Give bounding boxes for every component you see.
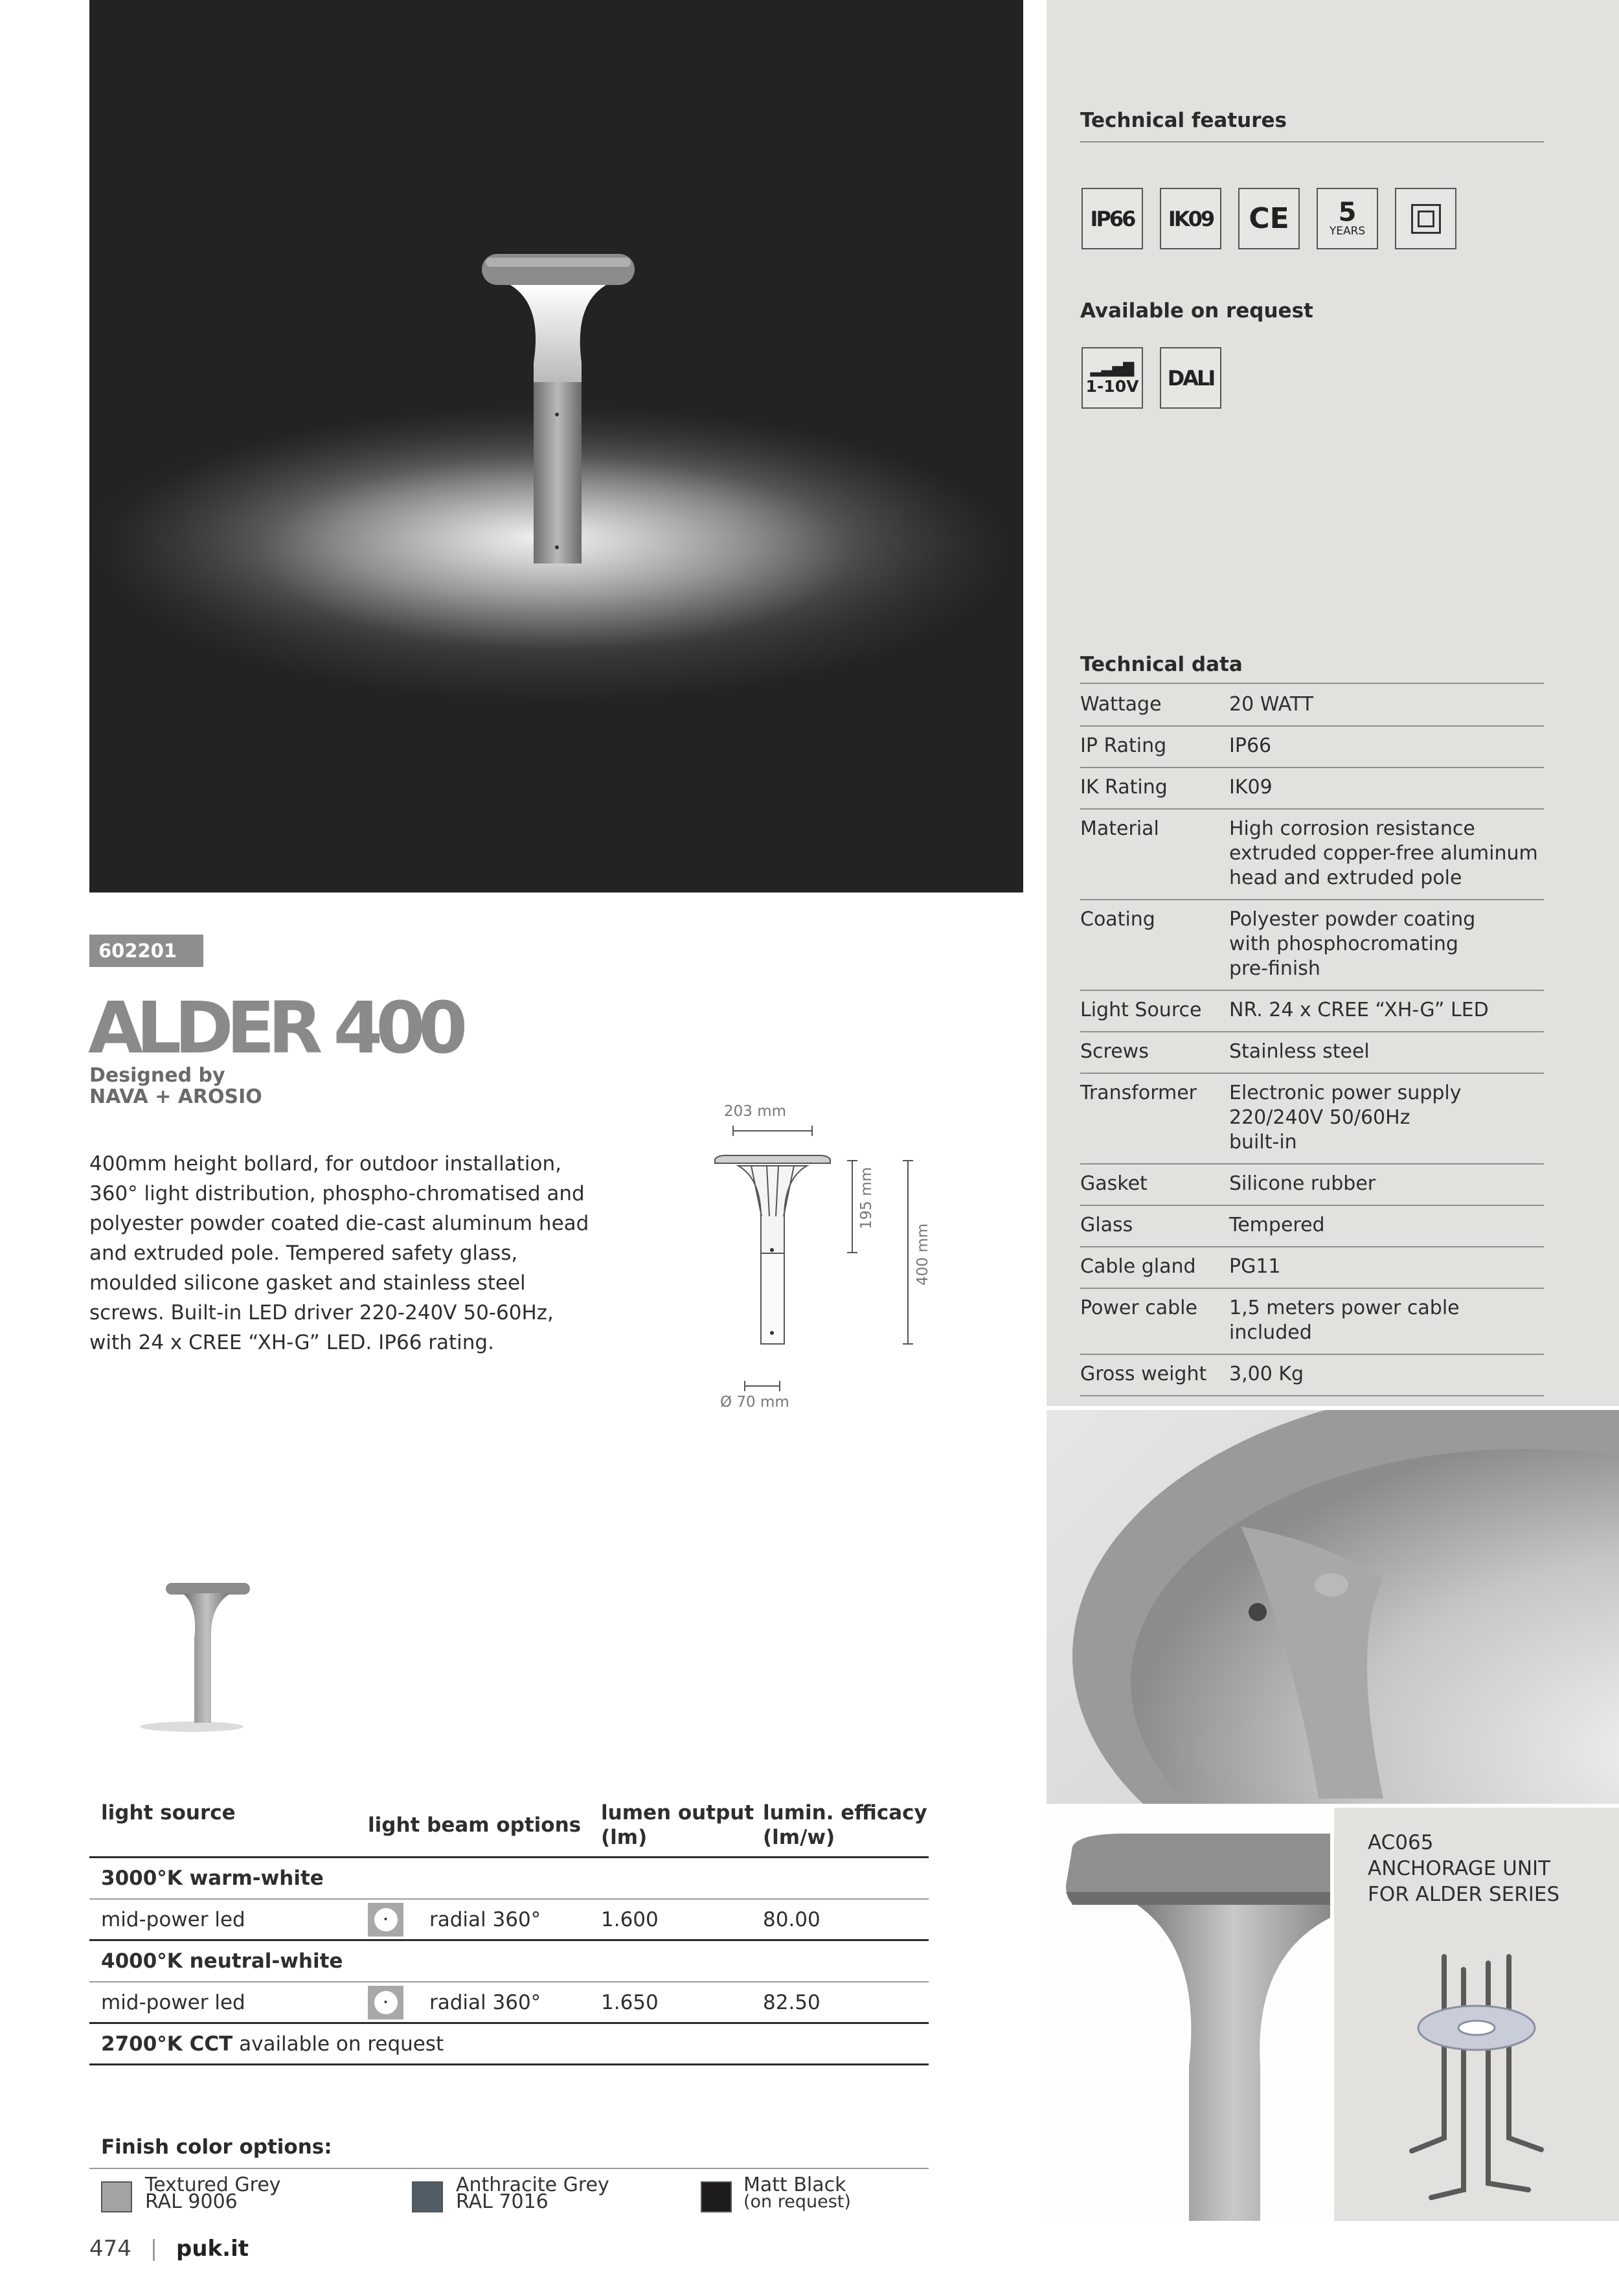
light-source-table <box>89 1801 929 2065</box>
accessory-text <box>1368 1830 1559 1907</box>
page-number: 474 <box>89 2236 131 2262</box>
screw-dot <box>770 1331 774 1335</box>
dim-total-height: 400 mm <box>914 1223 931 1286</box>
tech-row-glass: Glass Tempered <box>1080 1206 1544 1247</box>
specs-panel <box>1047 0 1619 1406</box>
accessory-card <box>1334 1808 1619 2221</box>
header-lumen-output: lumen output (lm) <box>601 1801 754 1849</box>
divider <box>1080 683 1544 684</box>
technical-data-table <box>1080 685 1544 1396</box>
accessory-code: AC065 <box>1368 1831 1434 1854</box>
swatch-matt-black <box>701 2181 732 2212</box>
tech-row-transformer: Transformer Electronic power supply 220/240V 50/60Hz built-in <box>1080 1074 1544 1165</box>
warranty-5-years-icon: 5 YEARS <box>1317 188 1378 249</box>
tech-row-material: Material High corrosion resistance extruded copper-free aluminum head and extruded pole <box>1080 810 1544 900</box>
divider <box>1080 141 1544 142</box>
hero-photo <box>89 0 1023 892</box>
tech-row-screws: Screws Stainless steel <box>1080 1032 1544 1074</box>
ik09-icon: IK09 <box>1160 188 1221 249</box>
header-efficacy: lumin. efficacy (lm/w) <box>763 1801 927 1849</box>
table-row: mid-power led • radial 360° 1.600 80.00 <box>89 1900 929 1941</box>
group-title-4000k: 4000°K neutral-white <box>89 1941 929 1983</box>
ip66-icon: IP66 <box>1081 188 1143 249</box>
designers: NAVA + AROSIO <box>89 1085 262 1108</box>
product-code-tag: 602201 <box>89 935 203 967</box>
header-light-source: light source <box>101 1801 236 1824</box>
product-description: 400mm height bollard, for outdoor installation, 360° light distribution, phospho-chromatised and polyester powder coated die-cast aluminum head and extruded pole. Tempered safety glass, moulded silicone gasket and stainless steel screws. Built-in LED driver 220-240V 50-60Hz, with 24 x CREE “XH-G” LED. IP66 rating. <box>89 1152 589 1354</box>
tech-row-ik-rating: IK Rating IK09 <box>1080 768 1544 810</box>
detail-photo-head-side <box>1047 1808 1330 2221</box>
group-title-3000k: 3000°K warm-white <box>89 1858 929 1900</box>
page-footer: 474 | puk.it <box>89 2236 249 2262</box>
dimming-1-10v-icon: ▂▃▅▇ 1-10V <box>1081 347 1143 409</box>
screw-dot <box>770 1248 774 1252</box>
tech-row-wattage: Wattage 20 WATT <box>1080 685 1544 727</box>
tech-row-ip-rating: IP Rating IP66 <box>1080 727 1544 768</box>
technical-features-heading: Technical features <box>1080 109 1287 132</box>
ce-mark-icon: CE <box>1238 188 1300 249</box>
divider <box>89 2168 929 2169</box>
tech-row-gross-weight: Gross weight 3,00 Kg <box>1080 1355 1544 1396</box>
table-row: mid-power led • radial 360° 1.650 82.50 <box>89 1983 929 2024</box>
radial-beam-icon: • <box>368 1986 403 2019</box>
website-link[interactable]: puk.it <box>176 2236 249 2262</box>
designed-by <box>89 1065 262 1108</box>
dim-diameter: Ø 70 mm <box>720 1394 789 1411</box>
dim-width: 203 mm <box>724 1103 787 1120</box>
available-on-request-heading: Available on request <box>1080 299 1313 323</box>
finish-label-matt-black: Matt Black (on request) <box>743 2174 851 2212</box>
swatch-anthracite-grey <box>412 2181 443 2212</box>
technical-drawing <box>699 1101 945 1412</box>
product-thumbnail <box>127 1574 256 1742</box>
product-title: ALDER 400 <box>88 986 461 1069</box>
finish-heading: Finish color options: <box>101 2135 332 2159</box>
finish-label-textured-grey: Textured Grey RAL 9006 <box>145 2174 281 2213</box>
radial-beam-icon: • <box>368 1903 403 1937</box>
header-beam-options: light beam options <box>368 1813 582 1837</box>
double-insulation-icon <box>1395 188 1456 249</box>
tech-row-power-cable: Power cable 1,5 meters power cable included <box>1080 1289 1544 1355</box>
bollard-lamp-illustration <box>89 0 1023 892</box>
cct-note: 2700°K CCT available on request <box>89 2024 929 2065</box>
tech-row-light-source: Light Source NR. 24 x CREE “XH-G” LED <box>1080 991 1544 1032</box>
accessory-line-1: ANCHORAGE UNIT <box>1368 1857 1551 1880</box>
dali-icon: DALI <box>1160 347 1221 409</box>
tech-row-gasket: Gasket Silicone rubber <box>1080 1165 1544 1206</box>
accessory-line-2: FOR ALDER SERIES <box>1368 1883 1560 1906</box>
detail-photo-head-underside <box>1047 1410 1619 1804</box>
dim-head-height: 195 mm <box>858 1166 875 1229</box>
table-header <box>89 1801 929 1858</box>
anchorage-unit-illustration <box>1373 1944 1580 2209</box>
finish-label-anthracite-grey: Anthracite Grey RAL 7016 <box>456 2174 609 2213</box>
technical-data-heading: Technical data <box>1080 653 1243 676</box>
tech-row-cable-gland: Cable gland PG11 <box>1080 1247 1544 1289</box>
designed-by-label: Designed by <box>89 1064 225 1087</box>
swatch-textured-grey <box>101 2181 132 2212</box>
tech-row-coating: Coating Polyester powder coating with phosphocromating pre-finish <box>1080 900 1544 991</box>
